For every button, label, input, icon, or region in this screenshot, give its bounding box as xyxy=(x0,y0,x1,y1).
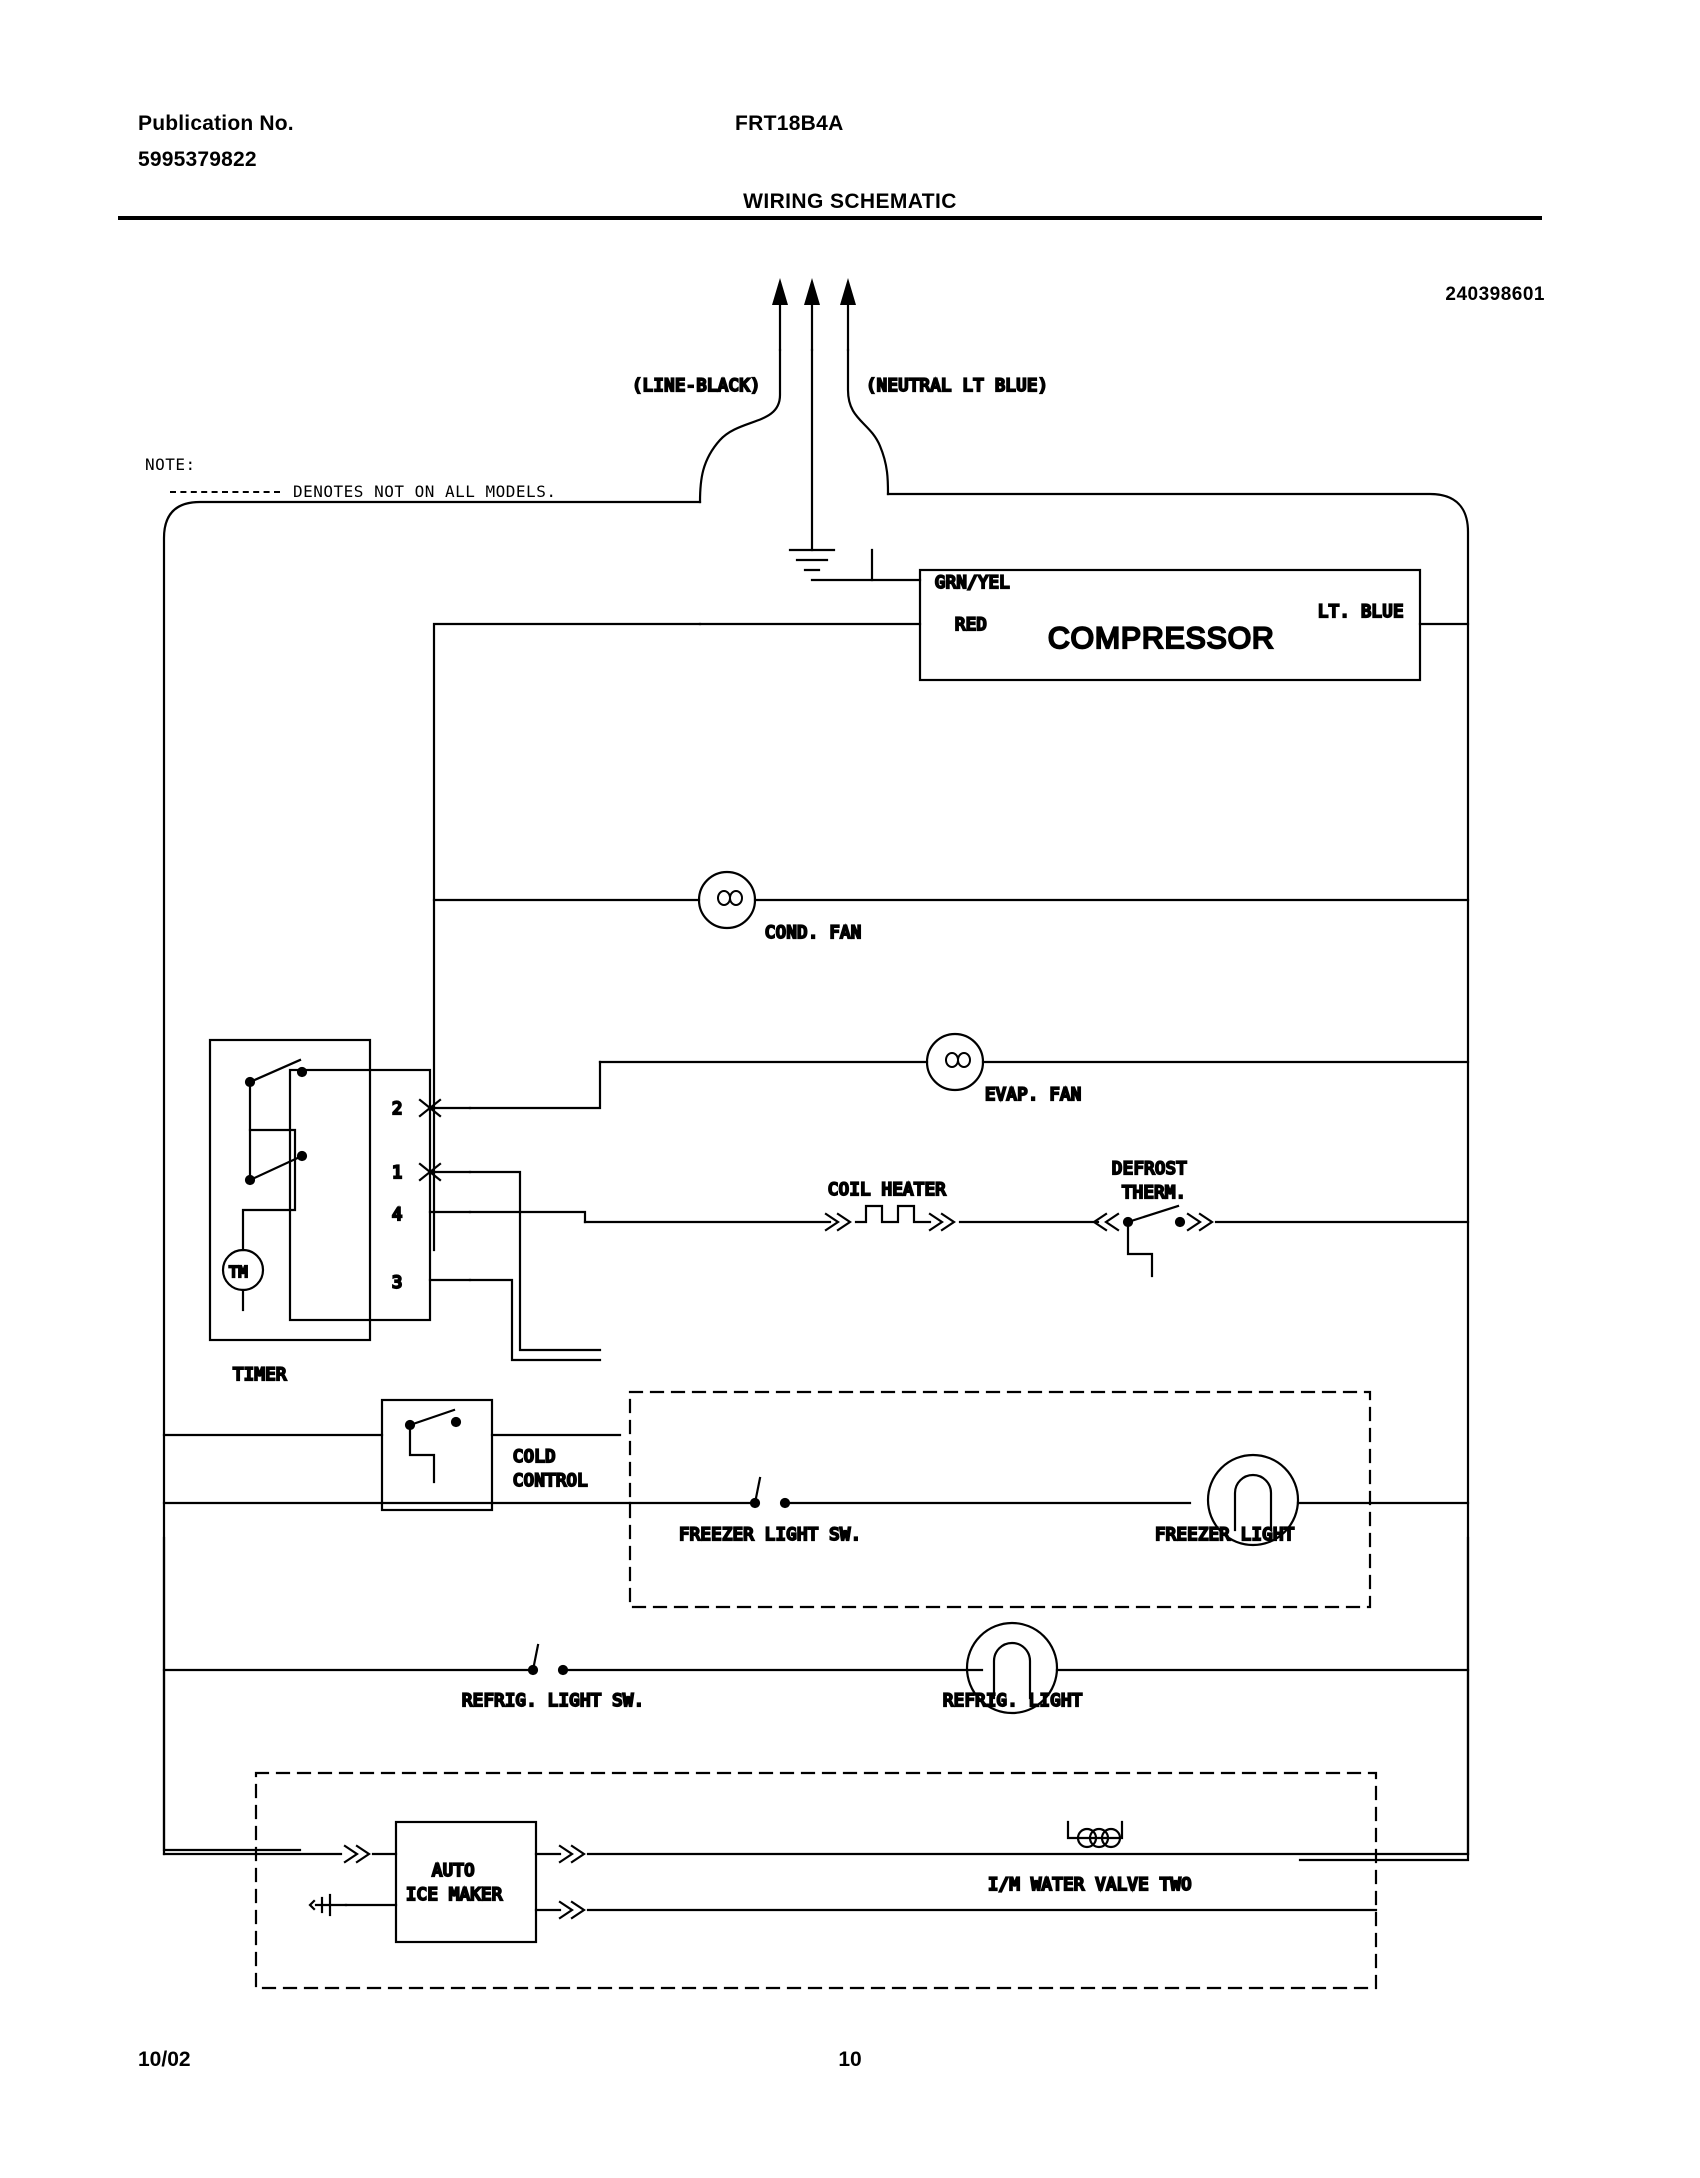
freezer-light-sw-label: FREEZER LIGHT SW. xyxy=(679,1525,862,1545)
publication-number: 5995379822 xyxy=(138,148,257,171)
defrost-therm-label-line1: DEFROST xyxy=(1112,1159,1188,1179)
freezer-light-sw xyxy=(630,1478,1190,1545)
coil-heater xyxy=(585,1180,954,1230)
timer-motor-label: TM xyxy=(229,1263,249,1281)
timer-pin-3: 3 xyxy=(392,1273,403,1293)
cold-control xyxy=(164,1400,620,1510)
timer-block xyxy=(210,1040,600,1385)
supply-ground xyxy=(804,278,820,350)
evap-fan xyxy=(600,1034,1468,1105)
footer-date: 10/02 xyxy=(138,2048,191,2071)
compressor-red-label: RED xyxy=(955,615,988,635)
refrig-light-sw xyxy=(164,1645,982,1711)
page-title: WIRING SCHEMATIC xyxy=(743,190,957,213)
title-divider xyxy=(118,216,1542,220)
cold-control-label-line2: CONTROL xyxy=(513,1471,589,1491)
defrost-therm xyxy=(960,1159,1468,1276)
wiring-schematic-drawing xyxy=(0,250,1700,2010)
publication-label: Publication No. xyxy=(138,112,294,135)
im-water-valve xyxy=(988,1822,1192,1895)
model-number: FRT18B4A xyxy=(735,112,844,135)
compressor-grn-yel-label: GRN/YEL xyxy=(935,573,1011,593)
timer-label: TIMER xyxy=(233,1365,287,1385)
ice-maker-dashed-region xyxy=(256,1773,1376,1988)
im-water-valve-label: I/M WATER VALVE TWO xyxy=(988,1875,1192,1895)
cond-fan-label: COND. FAN xyxy=(765,923,862,943)
chassis-left-rail xyxy=(164,502,700,1850)
auto-ice-maker-label-line2: ICE MAKER xyxy=(406,1885,503,1905)
cond-fan xyxy=(434,872,1468,943)
compressor-label: COMPRESSOR xyxy=(1048,622,1275,655)
refrig-light-label: REFRIG. LIGHT xyxy=(943,1691,1083,1711)
coil-heater-label: COIL HEATER xyxy=(828,1180,947,1200)
neutral-label: (NEUTRAL LT BLUE) xyxy=(866,376,1049,396)
ground-symbol xyxy=(790,550,834,570)
line-black-label: (LINE-BLACK) xyxy=(632,376,761,396)
supply-neutral xyxy=(840,278,856,350)
evap-fan-label: EVAP. FAN xyxy=(985,1085,1082,1105)
cold-control-label-line1: COLD xyxy=(513,1447,556,1467)
note-text: DENOTES NOT ON ALL MODELS. xyxy=(293,482,557,501)
line-wire xyxy=(700,350,780,502)
freezer-dashed-region xyxy=(630,1392,1370,1607)
timer-pin-2: 2 xyxy=(392,1099,403,1119)
drawing-number: 240398601 xyxy=(1445,284,1545,305)
footer-page-number: 10 xyxy=(838,2048,862,2071)
timer-pin-4: 4 xyxy=(392,1205,403,1225)
refrig-light xyxy=(943,1623,1468,1713)
timer-pin-1: 1 xyxy=(392,1163,403,1183)
compressor-lt-blue-label: LT. BLUE xyxy=(1318,602,1404,622)
refrig-light-sw-label: REFRIG. LIGHT SW. xyxy=(462,1691,645,1711)
note-label: NOTE: xyxy=(145,455,196,474)
auto-ice-maker xyxy=(256,1822,1376,1942)
freezer-light-label: FREEZER LIGHT xyxy=(1155,1525,1295,1545)
auto-ice-maker-label-line1: AUTO xyxy=(432,1861,475,1881)
freezer-light xyxy=(1155,1455,1370,1545)
defrost-therm-label-line2: THERM. xyxy=(1122,1183,1187,1203)
supply-line-black xyxy=(772,278,788,350)
